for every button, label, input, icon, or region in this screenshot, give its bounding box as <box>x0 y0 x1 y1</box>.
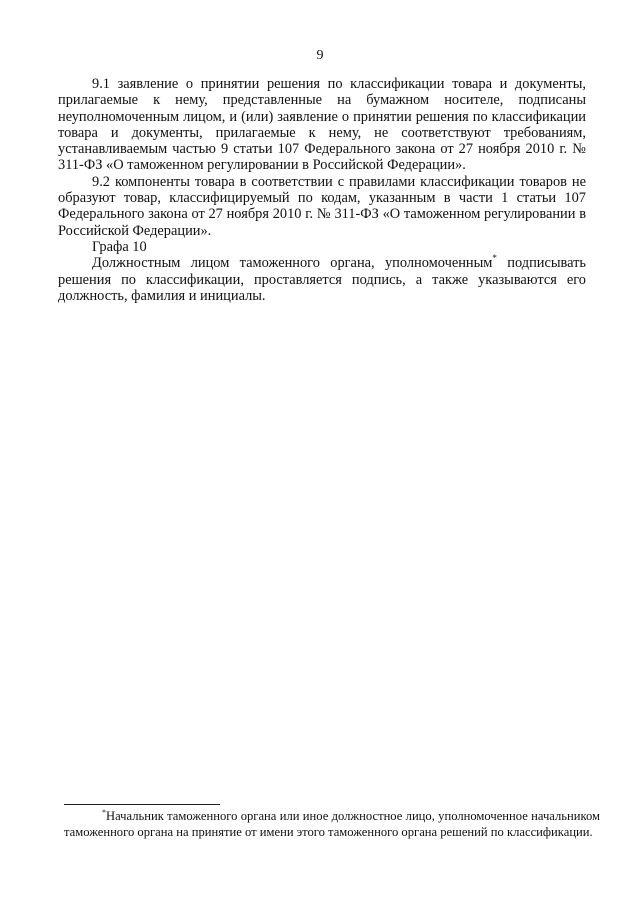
footnote <box>64 808 600 840</box>
section-heading-grafa-10: Графа 10 <box>92 238 147 255</box>
paragraph-grafa-10-end: подписывать решения по классификации, проставляется подпись, а также указываются его должность, фамилия и инициалы. <box>58 255 586 304</box>
page-number: 9 <box>316 48 324 63</box>
footnote-separator <box>64 804 220 805</box>
paragraph-grafa-10-start: Должностным лицом таможенного органа, уполномоченным <box>92 255 493 272</box>
document-body <box>58 76 586 304</box>
footnote-paragraph <box>64 808 600 840</box>
paragraph-9-2: 9.2 компоненты товара в соответствии с правилами классификации товаров не образуют товар, классифицируемый по кодам, указанным в части 1 статьи 107 Федерального закона от 27 ноября 2010 г. № 311-ФЗ «О таможенном регулировании в Российской Федерации». <box>58 173 586 239</box>
footnote-mark: * <box>102 807 106 817</box>
paragraph-9-1: 9.1 заявление о принятии решения по классификации товара и документы, прилагаемые к нему, представленные на бумажном носителе, подписаны неуполномоченным лицом, и (или) заявление о принятии решения по классификации товара и документы, прилагаемые к нему, не соответствуют требованиям, устанавливаемым частью 9 статьи 107 Федерального закона от 27 ноября 2010 г. № 311-ФЗ «О таможенном регулировании в Российской Федерации». <box>58 76 586 174</box>
footnote-text: Начальник таможенного органа или иное должностное лицо, уполномоченное начальником таможенного органа на принятие от имени этого таможенного органа решений по классификации. <box>64 809 600 839</box>
footnote-reference-mark: * <box>492 253 497 264</box>
paragraph-grafa-10 <box>58 255 586 304</box>
